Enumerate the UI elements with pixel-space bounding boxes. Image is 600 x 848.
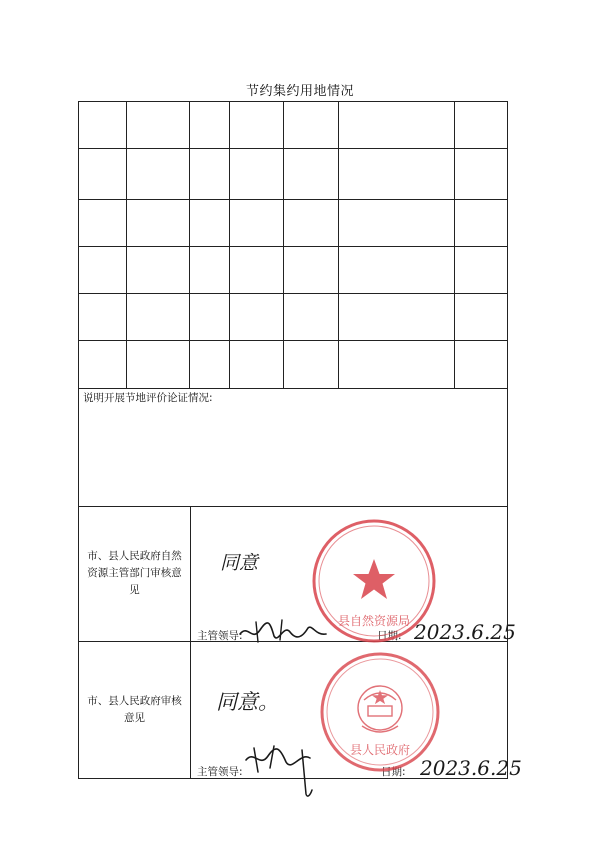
table-column-divider [338,102,339,388]
government-review-label: 市、县人民政府审核意见 [79,641,191,778]
evaluation-section [78,388,508,507]
government-date: 2023.6.25 [420,756,522,780]
table-row-divider [79,340,507,341]
table-column-divider [126,102,127,388]
resource-dept-opinion: 同意 [220,552,259,574]
table-column-divider [283,102,284,388]
table-row-divider [79,148,507,149]
date-label: 日期: [377,630,402,642]
seal-text: 县自然资源局 [337,614,411,628]
table-column-divider [229,102,230,388]
evaluation-label: 说明开展节地评价论证情况: [83,392,213,404]
national-emblem-icon [358,686,402,732]
land-use-table [78,101,508,389]
seal-natural-resources-bureau [310,517,438,645]
page-title: 节约集约用地情况 [245,84,354,99]
signature-mark [240,738,324,800]
table-row-divider [79,199,507,200]
leader-label: 主管领导: [197,766,243,778]
seal-county-government [318,650,442,774]
table-row-divider [79,293,507,294]
table-column-divider [189,102,190,388]
date-label: 日期: [381,766,406,778]
table-row-divider [79,246,507,247]
seal-text: 县人民政府 [349,743,411,757]
leader-label: 主管领导: [197,630,243,642]
resource-dept-date: 2023.6.25 [414,620,516,644]
resource-dept-review-label: 市、县人民政府自然资源主管部门审核意见 [79,506,191,641]
table-column-divider [454,102,455,388]
government-opinion: 同意。 [216,690,279,714]
